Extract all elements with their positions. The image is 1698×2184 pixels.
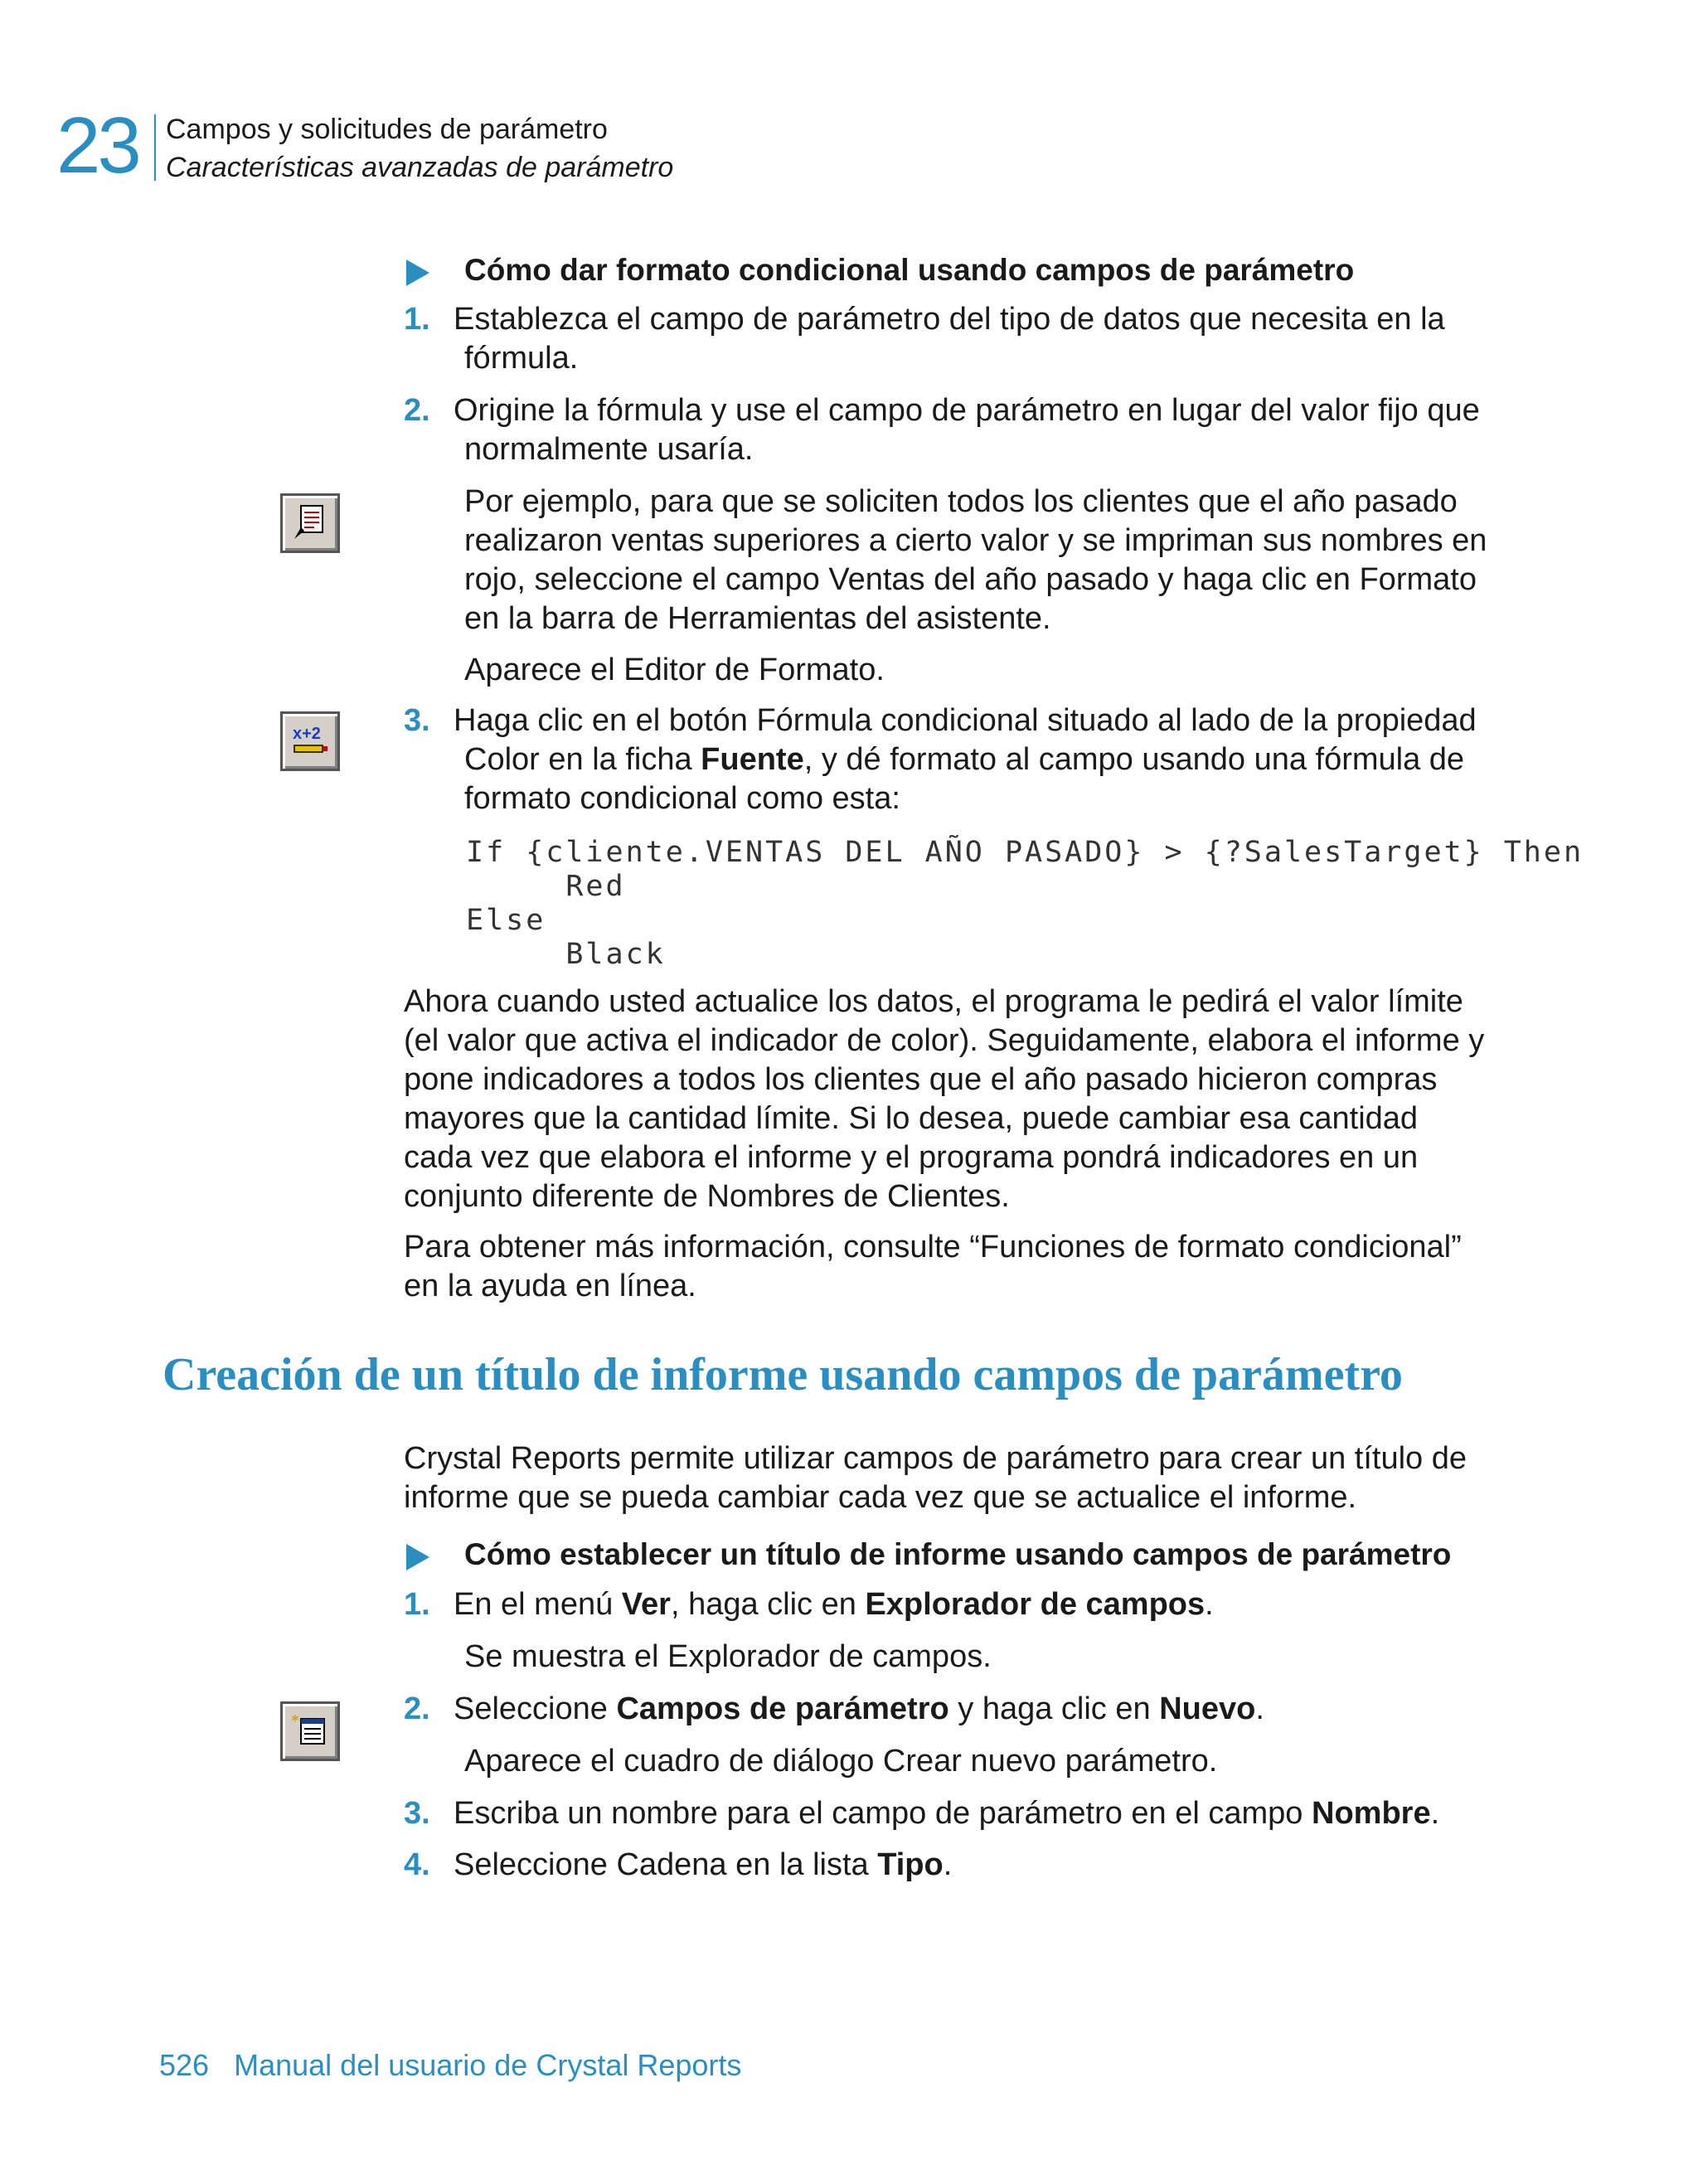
bold-run: Ver [621,1587,671,1622]
book-title: Manual del usuario de Crystal Reports [234,2048,742,2082]
conditional-formula-icon [280,711,340,771]
step-3 [404,701,1477,740]
step-number: 2. [404,393,430,428]
step-number: 3. [404,1796,430,1831]
header-divider [154,114,156,181]
svg-text:x+2: x+2 [293,725,321,743]
code-line: Red [466,870,626,903]
result-note: Aparece el cuadro de diálogo Crear nuevo parámetro. [464,1744,1218,1779]
step-number: 2. [404,1691,430,1726]
more-info-paragraph [404,1228,1462,1306]
text-run: y haga clic en [948,1691,1160,1726]
bold-run: Explorador de campos [865,1587,1206,1622]
step-4 [404,1846,952,1885]
code-block [466,836,1584,972]
paragraph-line: en la ayuda en línea. [404,1269,696,1303]
step-2 [404,391,1480,430]
code-line: If {cliente.VENTAS DEL AÑO PASADO} > {?SalesTarget} Then [466,836,1584,869]
paragraph-line: pone indicadores a todos los clientes que el año pasado hicieron compras [404,1062,1438,1097]
text-run: . [1430,1796,1440,1831]
result-note: Se muestra el Explorador de campos. [464,1639,992,1674]
format-editor-icon [280,493,340,553]
paragraph-line: informe que se pueda cambiar cada vez que se actualice el informe. [404,1480,1357,1515]
step-text: Establezca el campo de parámetro del tipo de datos que necesita en la [454,302,1445,337]
svg-text:*: * [291,1712,299,1730]
page-footer [159,2048,741,2083]
step-1 [404,1585,1214,1624]
bold-run: Tipo [877,1847,944,1882]
text-run: . [943,1847,953,1882]
text-run: Seleccione Cadena en la lista [454,1847,878,1882]
chapter-title: Campos y solicitudes de parámetro [166,114,608,145]
step-text: Origine la fórmula y use el campo de parámetro en lugar del valor fijo que [454,393,1480,428]
text-run: Escriba un nombre para el campo de parámetro en el campo [454,1796,1312,1831]
text-run: Color en la ficha [464,742,701,777]
procedure-heading: Cómo dar formato condicional usando campos de parámetro [464,253,1355,287]
section-intro [404,1439,1467,1517]
text-run: , y dé formato al campo usando una fórmula de [803,742,1465,777]
step-text-cont: normalmente usaría. [464,432,754,467]
procedure-arrow-icon [406,260,429,286]
step-text-cont [464,740,1464,779]
paragraph-line: Ahora cuando usted actualice los datos, el programa le pedirá el valor límite [404,984,1463,1019]
text-run: , haga clic en [670,1587,866,1622]
bold-run: Fuente [701,742,804,777]
paragraph-line: en la barra de Herramientas del asistente. [464,601,1051,636]
step-text: Haga clic en el botón Fórmula condicional situado al lado de la propiedad [454,703,1477,738]
chapter-number: 23 [56,101,138,190]
section-subtitle: Características avanzadas de parámetro [166,151,674,183]
paragraph-line: (el valor que activa el indicador de color). Seguidamente, elabora el informe y [404,1023,1485,1058]
page-number: 526 [159,2048,210,2082]
result-note: Aparece el Editor de Formato. [464,653,885,687]
paragraph-line: cada vez que elabora el informe y el programa pondrá indicadores en un [404,1140,1419,1175]
paragraph-line: realizaron ventas superiores a cierto valor y se impriman sus nombres en [464,523,1487,558]
paragraph-line: conjunto diferente de Nombres de Clientes. [404,1179,1010,1214]
text-run: Seleccione [454,1691,617,1726]
step-number: 3. [404,703,430,738]
step-1 [404,300,1445,339]
running-header [166,111,673,187]
text-run: . [1255,1691,1264,1726]
code-line: Black [466,938,666,971]
text-run: En el menú [454,1587,622,1622]
bold-run: Nuevo [1159,1691,1256,1726]
text-run: . [1205,1587,1214,1622]
field-explorer-icon [280,1701,340,1761]
explanation-paragraph [404,983,1484,1216]
step-3 [404,1794,1439,1833]
step-text-cont: formato condicional como esta: [464,781,900,816]
bold-run: Nombre [1312,1796,1431,1831]
procedure-arrow-icon [406,1544,429,1570]
example-paragraph [464,483,1487,638]
bold-run: Campos de parámetro [616,1691,949,1726]
step-number: 1. [404,1587,430,1622]
paragraph-line: rojo, seleccione el campo Ventas del año pasado y haga clic en Formato [464,562,1477,597]
paragraph-line: Por ejemplo, para que se soliciten todos los clientes que el año pasado [464,484,1458,519]
paragraph-line: mayores que la cantidad límite. Si lo desea, puede cambiar esa cantidad [404,1101,1419,1136]
step-2 [404,1690,1264,1729]
step-number: 1. [404,302,430,337]
paragraph-line: Crystal Reports permite utilizar campos de parámetro para crear un título de [404,1441,1467,1476]
procedure-heading: Cómo establecer un título de informe usando campos de parámetro [464,1537,1452,1571]
step-number: 4. [404,1847,430,1882]
step-text-cont: fórmula. [464,341,579,376]
code-line: Else [466,904,546,937]
section-heading: Creación de un título de informe usando campos de parámetro [163,1349,1403,1400]
paragraph-line: Para obtener más información, consulte “Funciones de formato condicional” [404,1230,1462,1264]
